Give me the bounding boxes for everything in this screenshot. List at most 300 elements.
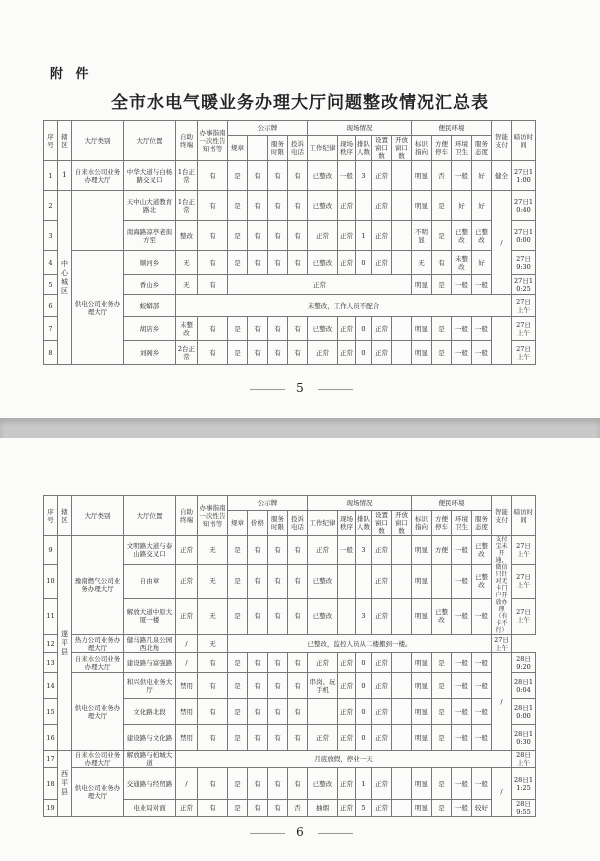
cell-time: 有: [268, 564, 288, 598]
cell-sign: 明显: [412, 653, 432, 673]
cell-order: 正常: [338, 317, 356, 341]
cell-seq: 19: [44, 800, 58, 817]
cell-visit-time: 27日10:25: [512, 275, 536, 295]
cell-att: 一般: [472, 598, 492, 634]
cell-order: 正常: [338, 725, 356, 751]
cell-open: [392, 673, 412, 699]
cell-phone: 有: [288, 191, 308, 221]
header-service-time: 服务时限: [268, 136, 288, 161]
cell-location: 和兴供电业务大厅: [124, 673, 176, 699]
cell-open: [392, 564, 412, 598]
cell-order: 正常: [338, 653, 356, 673]
cell-park: 是: [432, 317, 452, 341]
cell-guide: 有: [198, 191, 228, 221]
cell-hyg: 一般: [452, 564, 472, 598]
cell-park: 已整改: [432, 598, 452, 634]
cell-self-terminal: /: [176, 768, 198, 800]
cell-sign: 明显: [412, 341, 432, 365]
page-separator: [0, 418, 600, 438]
cell-att: 一般: [472, 341, 492, 365]
cell-visit-time: 27日11:00: [512, 161, 536, 191]
cell-disc: 正常: [308, 221, 338, 251]
cell-sign: 明显: [412, 317, 432, 341]
cell-price: 有: [248, 161, 268, 191]
cell-open: [392, 800, 412, 817]
header-discipline: 工作纪律: [308, 136, 338, 161]
cell-queue: 5: [356, 800, 372, 817]
cell-time: 有: [268, 699, 288, 725]
cell-time: 有: [268, 221, 288, 251]
table-row: [44, 751, 561, 768]
cell-phone: 有: [288, 598, 308, 634]
cell-hyg: 一般: [452, 653, 472, 673]
cell-self-terminal: /: [176, 653, 198, 673]
cell-park: 是: [432, 800, 452, 817]
cell-price: 有: [248, 251, 268, 275]
cell-location: 电业局对面: [124, 800, 176, 817]
cell-rules: 是: [228, 161, 248, 191]
cell-time: 有: [268, 598, 288, 634]
cell-guide: 无: [198, 536, 228, 565]
cell-phone: 否: [288, 800, 308, 817]
cell-price: 有: [248, 673, 268, 699]
cell-open: [392, 536, 412, 565]
header-windows-open: 开放窗口数: [392, 511, 412, 536]
header-visit-time: 暗访时间: [512, 121, 536, 161]
cell-smart-pay: [492, 317, 512, 365]
cell-seq: 8: [44, 341, 58, 365]
cell-order: 正常: [338, 768, 356, 800]
header-hall-type: 大厅类别: [72, 496, 124, 536]
cell-order: [338, 598, 356, 634]
cell-rules: 是: [228, 251, 248, 275]
cell-price: 有: [248, 653, 268, 673]
cell-location: 交通路与经贸路: [124, 768, 176, 800]
header-complaint-phone: 投诉电话: [288, 136, 308, 161]
cell-hyg: 已整改: [452, 221, 472, 251]
cell-rules: 是: [228, 191, 248, 221]
cell-self-terminal: 无: [176, 275, 198, 295]
cell-sign: 明显: [412, 275, 432, 295]
cell-rules: 是: [228, 800, 248, 817]
cell-visit-time: 28日上午: [512, 751, 536, 768]
cell-seq: 7: [44, 317, 58, 341]
cell-smart-pay: 支付宝未开通，微信只针对无卡门户开放办理（有卡不行）: [492, 536, 512, 635]
cell-rules: 是: [228, 598, 248, 634]
header-location: 大厅位置: [124, 496, 176, 536]
cell-hyg: 一般: [452, 768, 472, 800]
cell-price: 有: [248, 564, 268, 598]
cell-guide: 无: [198, 598, 228, 634]
cell-att: 已整改: [472, 564, 492, 598]
cell-att: 好: [472, 191, 492, 221]
table-row: [44, 768, 561, 800]
cell-seq: 14: [44, 673, 58, 699]
cell-park: 否: [432, 161, 452, 191]
cell-seq: 10: [44, 564, 58, 598]
cell-sign: 明显: [412, 725, 432, 751]
cell-price: 有: [248, 317, 268, 341]
cell-set: 正常: [372, 653, 392, 673]
cell-order: 正常: [338, 191, 356, 221]
page-number-rule-right: [318, 833, 353, 834]
cell-order: 正常: [338, 673, 356, 699]
cell-hyg: 一般: [452, 317, 472, 341]
cell-visit-time: 27日9:30: [512, 251, 536, 275]
cell-order: 正常: [338, 800, 356, 817]
cell-park: 是: [432, 673, 452, 699]
cell-set: 正常: [372, 768, 392, 800]
cell-time: 有: [268, 341, 288, 365]
cell-rules: 是: [228, 699, 248, 725]
cell-open: [392, 251, 412, 275]
cell-time: 有: [268, 317, 288, 341]
cell-open: [392, 598, 412, 634]
cell-price: 有: [248, 768, 268, 800]
cell-location: 文明路大道与泰山路交叉口: [124, 536, 176, 565]
cell-time: 有: [268, 191, 288, 221]
header-guide: 办事指南一次性告知书等: [198, 121, 228, 161]
cell-guide: 有: [198, 673, 228, 699]
cell-hyg: 一般: [452, 341, 472, 365]
cell-location: 建设路与文化路: [124, 725, 176, 751]
cell-seq: 16: [44, 725, 58, 751]
cell-hall-type: 自来水公司业务办理大厅: [72, 653, 124, 673]
cell-location: 蛟蟒部: [124, 295, 176, 317]
header-site-group: 现场情况: [308, 496, 412, 511]
cell-hyg: 一般: [452, 536, 472, 565]
header-discipline: 工作纪律: [308, 511, 338, 536]
cell-phone: 有: [288, 161, 308, 191]
cell-sign: 明显: [412, 536, 432, 565]
cell-disc: 已整改: [308, 768, 338, 800]
cell-park: 方便: [432, 536, 452, 565]
cell-open: [392, 699, 412, 725]
cell-att: 一般: [472, 317, 492, 341]
cell-queue: 3: [356, 536, 372, 565]
cell-self-terminal: 1台正常: [176, 161, 198, 191]
cell-guide: 有: [198, 725, 228, 751]
cell-time: 有: [268, 725, 288, 751]
cell-seq: 4: [44, 251, 58, 275]
header-price: 价格: [248, 511, 268, 536]
cell-set: 正常: [372, 598, 392, 634]
table-row: [44, 653, 561, 673]
cell-location: 南海路凉亭老街方至: [124, 221, 176, 251]
cell-phone: 有: [288, 768, 308, 800]
cell-merged-note: 未整改，工作人员不配合: [176, 295, 512, 317]
cell-self-terminal: 1台正常: [176, 191, 198, 221]
cell-att: 已整改: [472, 221, 492, 251]
cell-park: 有: [432, 251, 452, 275]
cell-phone: 有: [288, 699, 308, 725]
header-parking: 方便停车: [432, 136, 452, 161]
table-row: [44, 673, 561, 699]
cell-order: 正常: [338, 341, 356, 365]
cell-park: 是: [432, 221, 452, 251]
cell-price: 有: [248, 221, 268, 251]
cell-hyg: 一般: [452, 673, 472, 699]
cell-sign: 明显: [412, 564, 432, 598]
cell-hyg: 未整改: [452, 251, 472, 275]
table-row: [44, 191, 561, 221]
cell-hall-type: 自来水公司业务办理大厅: [72, 161, 124, 191]
header-hall-type: 大厅类别: [72, 121, 124, 161]
cell-hyg: 一般: [452, 800, 472, 817]
cell-guide: 有: [198, 341, 228, 365]
table-row: [44, 161, 561, 191]
header-attitude: 服务态度: [472, 136, 492, 161]
cell-time: 有: [268, 800, 288, 817]
cell-att: 已整改: [472, 536, 492, 565]
cell-self-terminal: 正常: [176, 536, 198, 565]
cell-disc: 已整改: [308, 191, 338, 221]
cell-self-terminal: 无: [176, 251, 198, 275]
cell-visit-time: 27日上午: [512, 598, 536, 634]
header-district: 辖区: [58, 121, 72, 161]
cell-order: 一般: [338, 161, 356, 191]
cell-phone: 有: [288, 221, 308, 251]
header-location: 大厅位置: [124, 121, 176, 161]
cell-guide: 有: [198, 653, 228, 673]
cell-set: 正常: [372, 800, 392, 817]
cell-sign: 明显: [412, 800, 432, 817]
cell-district: 西平县: [58, 751, 72, 817]
attachment-label: 附 件: [50, 67, 93, 82]
cell-disc: 正常: [308, 536, 338, 565]
header-queue: 排队人数: [356, 136, 372, 161]
cell-guide: 无: [198, 635, 228, 653]
cell-order: 正常: [338, 221, 356, 251]
cell-queue: 0: [356, 653, 372, 673]
cell-visit-time: 28日9:55: [512, 800, 536, 817]
header-smart-pay: 智能支付: [492, 496, 512, 536]
cell-queue: [356, 564, 372, 598]
cell-district: 1: [58, 161, 72, 191]
cell-park: 是: [432, 699, 452, 725]
header-price: [248, 136, 268, 161]
cell-disc: 已整改: [308, 317, 338, 341]
cell-rules: 是: [228, 221, 248, 251]
cell-seq: 1: [44, 161, 58, 191]
cell-price: 有: [248, 536, 268, 565]
cell-seq: 18: [44, 768, 58, 800]
cell-set: 正常: [372, 317, 392, 341]
cell-queue: 0: [356, 251, 372, 275]
cell-hyg: 一般: [452, 161, 472, 191]
cell-park: 是: [432, 653, 452, 673]
header-signage: 标识指向: [412, 511, 432, 536]
table-row: [44, 536, 561, 565]
cell-rules: 是: [228, 725, 248, 751]
cell-district: 遂平县: [58, 536, 72, 751]
cell-order: 一般: [338, 536, 356, 565]
cell-self-terminal: 禁用: [176, 699, 198, 725]
cell-rules: 是: [228, 341, 248, 365]
cell-self-terminal: 正常: [176, 800, 198, 817]
cell-smart-pay: 健全: [492, 161, 512, 191]
header-windows-set: 设置窗口数: [372, 511, 392, 536]
cell-disc: 已整改: [308, 598, 338, 634]
cell-merged-note: 月底放假，停业一天: [176, 751, 512, 768]
header-parking: 方便停车: [432, 511, 452, 536]
header-queue: 排队人数: [356, 511, 372, 536]
cell-location: 中华大道与白杨路交叉口: [124, 161, 176, 191]
header-district: 辖区: [58, 496, 72, 536]
cell-disc: 已整改: [308, 161, 338, 191]
cell-disc: 已整改: [308, 251, 338, 275]
cell-sign: 无: [412, 251, 432, 275]
cell-disc: 正常: [308, 653, 338, 673]
header-board-group: 公示牌: [228, 496, 308, 511]
cell-price: 有: [248, 341, 268, 365]
cell-sign: 明显: [412, 699, 432, 725]
cell-visit-time: 27日上午: [512, 341, 536, 365]
cell-phone: 有: [288, 536, 308, 565]
cell-queue: 0: [356, 341, 372, 365]
header-hygiene: 环境卫生: [452, 511, 472, 536]
cell-sign: 明显: [412, 598, 432, 634]
cell-disc: 正常: [308, 725, 338, 751]
cell-hall-type: 供电公司业务办理大厅: [72, 768, 124, 817]
cell-phone: 有: [288, 653, 308, 673]
cell-time: 有: [268, 768, 288, 800]
cell-visit-time: 28日10:04: [512, 673, 536, 699]
cell-hall-type: 热力公司业务办理大厅: [72, 635, 124, 653]
cell-visit-time: 28日10:00: [512, 699, 536, 725]
cell-location: 建设路与富强路: [124, 653, 176, 673]
cell-seq: 6: [44, 295, 58, 317]
cell-hall-type: 供电公司业务办理大厅: [72, 673, 124, 751]
cell-set: 正常: [372, 191, 392, 221]
cell-rules: 是: [228, 536, 248, 565]
header-service-time: 服务时限: [268, 511, 288, 536]
cell-rules: 是: [228, 317, 248, 341]
cell-price: 有: [248, 191, 268, 221]
cell-price: 有: [248, 725, 268, 751]
cell-smart-pay: /: [492, 653, 512, 751]
header-rules: 规章: [228, 511, 248, 536]
cell-att: 好: [472, 251, 492, 275]
cell-hyg: 好: [452, 191, 472, 221]
cell-open: [392, 161, 412, 191]
cell-location: 顺河乡: [124, 251, 176, 275]
header-guide: 办事指南一次性告知书等: [198, 496, 228, 536]
cell-rules: 是: [228, 564, 248, 598]
cell-visit-time: 28日10:30: [512, 725, 536, 751]
cell-location: 解放路与柏城大道: [124, 751, 176, 768]
header-complaint-phone: 投诉电话: [288, 511, 308, 536]
cell-phone: 有: [288, 725, 308, 751]
cell-location: 健马路几泉公园西北角: [124, 635, 176, 653]
cell-set: 正常: [372, 341, 392, 365]
cell-visit-time: 28日11:25: [512, 768, 536, 800]
cell-open: [392, 317, 412, 341]
cell-seq: 3: [44, 221, 58, 251]
cell-set: 正常: [372, 251, 392, 275]
header-rules: 规章: [228, 136, 248, 161]
cell-seq: 2: [44, 191, 58, 221]
cell-order: 正常: [338, 699, 356, 725]
cell-hyg: 一般: [452, 725, 472, 751]
cell-time: 有: [268, 161, 288, 191]
cell-queue: 3: [356, 161, 372, 191]
cell-queue: 0: [356, 699, 372, 725]
page-number: 5: [296, 381, 304, 395]
cell-park: 是: [432, 341, 452, 365]
header-windows-open: 开放窗口数: [392, 136, 412, 161]
cell-smart-pay: /: [492, 768, 512, 817]
cell-att: 一般: [472, 673, 492, 699]
header-attitude: 服务态度: [472, 511, 492, 536]
header-env-group: 便民环境: [412, 121, 492, 136]
cell-open: [392, 725, 412, 751]
cell-price: 有: [248, 699, 268, 725]
cell-set: 正常: [372, 221, 392, 251]
header-self-terminal: 自助终端: [176, 496, 198, 536]
summary-table-page-6: [43, 495, 561, 817]
cell-time: 有: [268, 653, 288, 673]
cell-seq: 5: [44, 275, 58, 295]
cell-location: 文化路北段: [124, 699, 176, 725]
header-hygiene: 环境卫生: [452, 136, 472, 161]
cell-set: 正常: [372, 161, 392, 191]
cell-self-terminal: 整改: [176, 221, 198, 251]
cell-att: 较好: [472, 800, 492, 817]
cell-self-terminal: 禁用: [176, 673, 198, 699]
cell-open: [392, 191, 412, 221]
document-title: 全市水电气暖业务办理大厅问题整改情况汇总表: [111, 93, 489, 113]
cell-att: 一般: [472, 653, 492, 673]
cell-phone: 有: [288, 317, 308, 341]
cell-disc: [308, 699, 338, 725]
cell-att: 好: [472, 161, 492, 191]
cell-queue: [356, 191, 372, 221]
cell-location: 自由章: [124, 564, 176, 598]
cell-guide: 有: [198, 221, 228, 251]
cell-rules: 是: [228, 673, 248, 699]
cell-hyg: 一般: [452, 598, 472, 634]
cell-guide: 无: [198, 564, 228, 598]
cell-self-terminal: 禁用: [176, 725, 198, 751]
header-env-group: 便民环境: [412, 496, 492, 511]
cell-set: 正常: [372, 673, 392, 699]
cell-hyg: 一般: [452, 699, 472, 725]
cell-rules: 是: [228, 653, 248, 673]
cell-time: 有: [268, 536, 288, 565]
cell-park: 是: [432, 191, 452, 221]
cell-location: 天中山大道教育路北: [124, 191, 176, 221]
cell-visit-time: 27日上午: [512, 317, 536, 341]
header-seq: 序号: [44, 496, 58, 536]
cell-guide: 有: [198, 317, 228, 341]
cell-district: 中心城区: [58, 191, 72, 365]
cell-seq: 17: [44, 751, 58, 768]
cell-smart-pay: /: [492, 191, 512, 295]
cell-park: 是: [432, 768, 452, 800]
cell-visit-time: 27日上午: [512, 536, 536, 565]
cell-att: 一般: [472, 699, 492, 725]
cell-queue: 3: [356, 598, 372, 634]
cell-disc: 已整改: [308, 564, 338, 598]
cell-rules: 是: [228, 768, 248, 800]
cell-park: 是: [432, 725, 452, 751]
header-order: 现场秩序: [338, 511, 356, 536]
cell-visit-time: 28日9:20: [512, 653, 536, 673]
cell-guide: 有: [198, 768, 228, 800]
cell-open: [392, 768, 412, 800]
header-self-terminal: 自助终端: [176, 121, 198, 161]
